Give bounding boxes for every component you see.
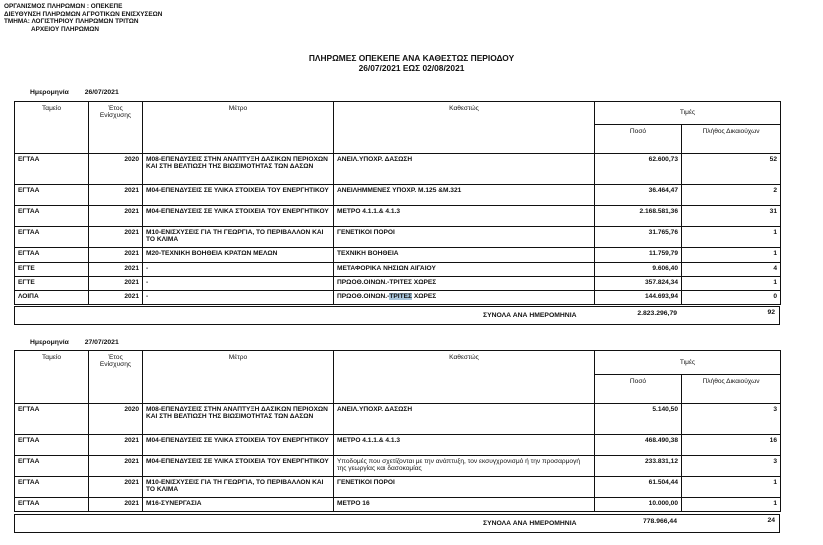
cell-fund: ΕΓΤΑΑ: [15, 404, 89, 435]
cell-year: 2021: [89, 227, 143, 248]
total-label: ΣΥΝΟΛΑ ΑΝΑ ΗΜΕΡΟΜΗΝΙΑ: [483, 312, 577, 319]
total-amount: 778.966,44: [642, 518, 677, 525]
section-date-line: [30, 89, 119, 96]
cell-year: 2021: [89, 435, 143, 456]
cell-scheme: ΠΡΩΟΘ.ΟΙΝΩΝ.-ΤΡΙΤΕΣ ΧΩΡΕΣ: [334, 277, 595, 291]
cell-measure: -: [143, 263, 334, 277]
cell-scheme[interactable]: [334, 291, 595, 305]
cell-scheme: ΑΝΕΙΛ.ΥΠΟΧΡ. ΔΑΣΩΣΗ: [334, 154, 595, 185]
cell-scheme: ΓΕΝΕΤΙΚΟΙ ΠΟΡΟΙ: [334, 477, 595, 498]
cell-beneficiaries: 52: [682, 154, 781, 185]
cell-year: 2021: [89, 206, 143, 227]
col-header-measure: Μέτρο: [143, 351, 334, 404]
col-header-beneficiaries: Πλήθος Δικαιούχων: [682, 375, 781, 404]
cell-year: 2021: [89, 185, 143, 206]
table-row: [15, 477, 781, 498]
cell-amount: 31.765,76: [595, 227, 682, 248]
cell-amount: 357.824,34: [595, 277, 682, 291]
cell-fund: ΕΓΤΑΑ: [15, 498, 89, 512]
cell-amount: 5.140,50: [595, 404, 682, 435]
cell-beneficiaries: 1: [682, 498, 781, 512]
cell-measure: -: [143, 291, 334, 305]
report-title-block: [0, 53, 823, 73]
cell-amount: 36.464,47: [595, 185, 682, 206]
table-row: [15, 456, 781, 477]
col-header-values: Τιμές: [595, 102, 781, 125]
cell-fund: ΕΓΤΑΑ: [15, 227, 89, 248]
cell-measure: -: [143, 277, 334, 291]
cell-year: 2021: [89, 263, 143, 277]
cell-measure: M10-ΕΝΙΣΧΥΣΕΙΣ ΓΙΑ ΤΗ ΓΕΩΡΓΙΑ, ΤΟ ΠΕΡΙΒΑΛΛΟΝ ΚΑΙ ΤΟ ΚΛΙΜΑ: [143, 477, 334, 498]
cell-scheme: ΑΝΕΙΛΗΜΜΕΝΕΣ ΥΠΟΧΡ. Μ.125 &Μ.321: [334, 185, 595, 206]
table-row: [15, 206, 781, 227]
cell-year: 2021: [89, 477, 143, 498]
table-row: [15, 291, 781, 305]
payments-table: [14, 101, 781, 305]
cell-amount: 233.831,12: [595, 456, 682, 477]
cell-beneficiaries: 0: [682, 291, 781, 305]
total-amount: 2.823.296,79: [637, 310, 677, 317]
cell-year: 2020: [89, 404, 143, 435]
cell-amount: 11.759,79: [595, 248, 682, 263]
total-beneficiaries: 92: [767, 309, 775, 316]
cell-fund: ΕΓΤΑΑ: [15, 248, 89, 263]
table-row: [15, 435, 781, 456]
scheme-text-pre: ΠΡΩΟΘ.ΟΙΝΩΝ.-: [337, 293, 390, 300]
cell-year: 2020: [89, 154, 143, 185]
col-header-fund: Ταμείο: [15, 102, 89, 154]
cell-measure: M10-ΕΝΙΣΧΥΣΕΙΣ ΓΙΑ ΤΗ ΓΕΩΡΓΙΑ, ΤΟ ΠΕΡΙΒΑΛΛΟΝ ΚΑΙ ΤΟ ΚΛΙΜΑ: [143, 227, 334, 248]
cell-fund: ΕΓΤΕ: [15, 277, 89, 291]
date-label: Ημερομηνία: [30, 339, 69, 346]
cell-beneficiaries: 1: [682, 227, 781, 248]
report-title: ΠΛΗΡΩΜΕΣ ΟΠΕΚΕΠΕ ΑΝΑ ΚΑΘΕΣΤΩΣ ΠΕΡΙΟΔΟΥ: [308, 53, 515, 63]
cell-amount: 2.168.581,36: [595, 206, 682, 227]
org-line: ΔΙΕΥΘΥΝΣΗ ΠΛΗΡΩΜΩΝ ΑΓΡΟΤΙΚΩΝ ΕΝΙΣΧΥΣΕΩΝ: [4, 10, 163, 18]
org-line: ΑΡΧΕΙΟΥ ΠΛΗΡΩΜΩΝ: [31, 25, 99, 33]
scheme-text-post: ΧΩΡΕΣ: [411, 293, 437, 300]
col-header-amount: Ποσό: [595, 375, 682, 404]
cell-fund: ΕΓΤΑΑ: [15, 185, 89, 206]
cell-amount: 144.693,94: [595, 291, 682, 305]
col-header-scheme: Καθεστώς: [334, 351, 595, 404]
table-row: [15, 248, 781, 263]
cell-measure: M04-ΕΠΕΝΔΥΣΕΙΣ ΣΕ ΥΛΙΚΑ ΣΤΟΙΧΕΙΑ ΤΟΥ ΕΝΕΡΓΗΤΙΚΟΥ: [143, 185, 334, 206]
cell-measure: M04-ΕΠΕΝΔΥΣΕΙΣ ΣΕ ΥΛΙΚΑ ΣΤΟΙΧΕΙΑ ΤΟΥ ΕΝΕΡΓΗΤΙΚΟΥ: [143, 435, 334, 456]
cell-beneficiaries: 3: [682, 456, 781, 477]
cell-fund: ΕΓΤΕ: [15, 263, 89, 277]
cell-fund: ΕΓΤΑΑ: [15, 206, 89, 227]
cell-fund: ΛΟΙΠΑ: [15, 291, 89, 305]
table-row: [15, 404, 781, 435]
col-header-amount: Ποσό: [595, 125, 682, 154]
cell-beneficiaries: 3: [682, 404, 781, 435]
payments-table: [14, 350, 781, 512]
table-row: [15, 154, 781, 185]
cell-scheme: ΜΕΤΡΟ 4.1.1.& 4.1.3: [334, 435, 595, 456]
cell-amount: 61.504,44: [595, 477, 682, 498]
date-value: 27/07/2021: [84, 339, 119, 346]
cell-year: 2021: [89, 456, 143, 477]
cell-year: 2021: [89, 291, 143, 305]
cell-amount: 10.000,00: [595, 498, 682, 512]
cell-measure: M08-ΕΠΕΝΔΥΣΕΙΣ ΣΤΗΝ ΑΝΑΠΤΥΞΗ ΔΑΣΙΚΩΝ ΠΕΡΙΟΧΩΝ ΚΑΙ ΣΤΗ ΒΕΛΤΙΩΣΗ ΤΗΣ ΒΙΩΣΙΜΟΤΗΤΑΣ ΤΩΝ ΔΑΣΩΝ: [143, 154, 334, 185]
cell-amount: 62.600,73: [595, 154, 682, 185]
cell-beneficiaries: 1: [682, 477, 781, 498]
col-header-year: Έτος Ενίσχυσης: [89, 102, 143, 154]
cell-measure: M16-ΣΥΝΕΡΓΑΣΙΑ: [143, 498, 334, 512]
cell-amount: 9.606,40: [595, 263, 682, 277]
col-header-fund: Ταμείο: [15, 351, 89, 404]
date-value: 26/07/2021: [84, 89, 119, 96]
cell-year: 2021: [89, 248, 143, 263]
total-label: ΣΥΝΟΛΑ ΑΝΑ ΗΜΕΡΟΜΗΝΙΑ: [483, 520, 577, 527]
cell-fund: ΕΓΤΑΑ: [15, 456, 89, 477]
table-row: [15, 498, 781, 512]
cell-year: 2021: [89, 277, 143, 291]
cell-beneficiaries: 1: [682, 248, 781, 263]
cell-scheme: Υποδομές που σχετίζονται με την ανάπτυξη, τον εκσυγχρονισμό ή την προσαρμογή της γεωργίας και δασοκομίας: [334, 456, 595, 477]
table-row: [15, 263, 781, 277]
table-row: [15, 277, 781, 291]
date-label: Ημερομηνία: [30, 89, 69, 96]
cell-measure: M20-ΤΕΧΝΙΚΗ ΒΟΗΘΕΙΑ ΚΡΑΤΩΝ ΜΕΛΩΝ: [143, 248, 334, 263]
cell-scheme: ΑΝΕΙΛ.ΥΠΟΧΡ. ΔΑΣΩΣΗ: [334, 404, 595, 435]
col-header-measure: Μέτρο: [143, 102, 334, 154]
cell-beneficiaries: 31: [682, 206, 781, 227]
table-row: [15, 227, 781, 248]
cell-scheme: ΓΕΝΕΤΙΚΟΙ ΠΟΡΟΙ: [334, 227, 595, 248]
org-line: ΤΜΗΜΑ: ΛΟΓΙΣΤΗΡΙΟΥ ΠΛΗΡΩΜΩΝ ΤΡΙΤΩΝ: [4, 18, 139, 26]
col-header-beneficiaries: Πλήθος Δικαιούχων: [682, 125, 781, 154]
date-total-row: [14, 306, 780, 325]
cell-scheme: ΜΕΤΑΦΟΡΙΚΑ ΝΗΣΙΩΝ ΑΙΓΑΙΟΥ: [334, 263, 595, 277]
cell-beneficiaries: 16: [682, 435, 781, 456]
cell-measure: M04-ΕΠΕΝΔΥΣΕΙΣ ΣΕ ΥΛΙΚΑ ΣΤΟΙΧΕΙΑ ΤΟΥ ΕΝΕΡΓΗΤΙΚΟΥ: [143, 456, 334, 477]
org-line: ΟΡΓΑΝΙΣΜΟΣ ΠΛΗΡΩΜΩΝ : ΟΠΕΚΕΠΕ: [4, 3, 123, 10]
organization-header: [4, 3, 162, 33]
cell-fund: ΕΓΤΑΑ: [15, 435, 89, 456]
report-period: 26/07/2021 ΕΩΣ 02/08/2021: [358, 63, 465, 73]
col-header-values: Τιμές: [595, 351, 781, 375]
cell-scheme: ΤΕΧΝΙΚΗ ΒΟΗΘΕΙΑ: [334, 248, 595, 263]
cell-year: 2021: [89, 498, 143, 512]
cell-fund: ΕΓΤΑΑ: [15, 154, 89, 185]
cell-measure: M08-ΕΠΕΝΔΥΣΕΙΣ ΣΤΗΝ ΑΝΑΠΤΥΞΗ ΔΑΣΙΚΩΝ ΠΕΡΙΟΧΩΝ ΚΑΙ ΣΤΗ ΒΕΛΤΙΩΣΗ ΤΗΣ ΒΙΩΣΙΜΟΤΗΤΑΣ ΤΩΝ ΔΑΣΩΝ: [143, 404, 334, 435]
cell-fund: ΕΓΤΑΑ: [15, 477, 89, 498]
text-selection-highlight[interactable]: ΤΡΙΤΕΣ: [389, 293, 412, 300]
date-total-row: [14, 514, 780, 533]
section-date-line: [30, 339, 119, 346]
cell-scheme: ΜΕΤΡΟ 4.1.1.& 4.1.3: [334, 206, 595, 227]
table-row: [15, 185, 781, 206]
cell-beneficiaries: 2: [682, 185, 781, 206]
col-header-scheme: Καθεστώς: [334, 102, 595, 154]
total-beneficiaries: 24: [767, 517, 775, 524]
cell-amount: 468.490,38: [595, 435, 682, 456]
cell-beneficiaries: 1: [682, 277, 781, 291]
cell-beneficiaries: 4: [682, 263, 781, 277]
cell-measure: M04-ΕΠΕΝΔΥΣΕΙΣ ΣΕ ΥΛΙΚΑ ΣΤΟΙΧΕΙΑ ΤΟΥ ΕΝΕΡΓΗΤΙΚΟΥ: [143, 206, 334, 227]
col-header-year: Έτος Ενίσχυσης: [89, 351, 143, 404]
cell-scheme: ΜΕΤΡΟ 16: [334, 498, 595, 512]
